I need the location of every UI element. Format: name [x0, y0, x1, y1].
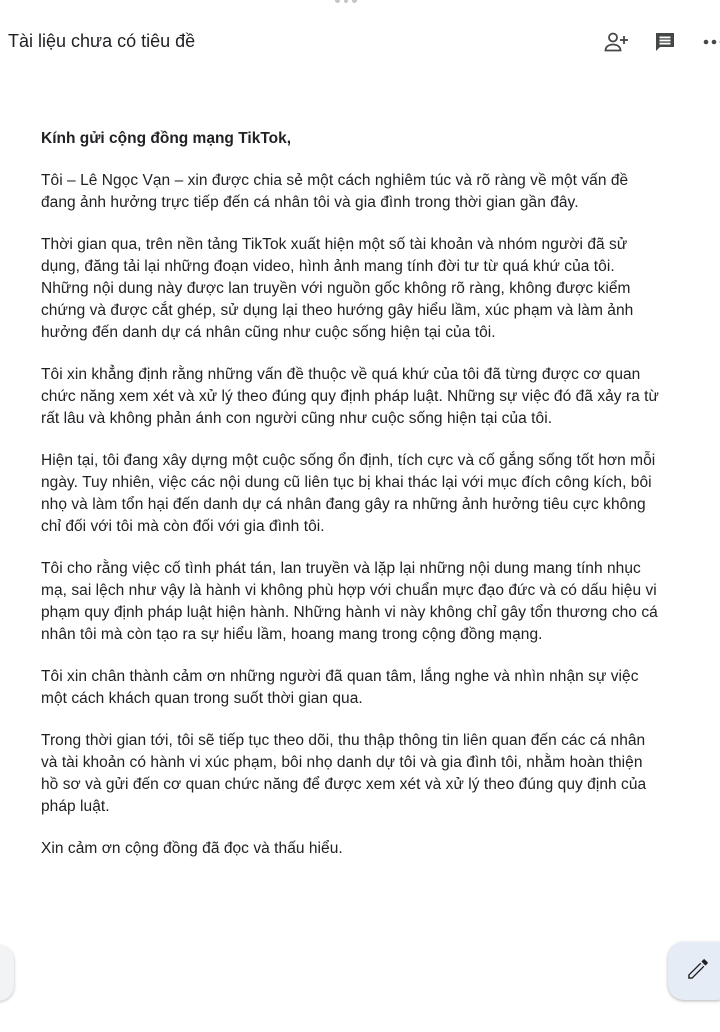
paragraph: Thời gian qua, trên nền tảng TikTok xuất hiện một số tài khoản và nhóm người đã sử dụng, đăng tải lại những đoạn video, hình ảnh mang tính đời tư từ quá khứ của tôi. Những nội dung này được lan truyền với nguồn gốc không rõ ràng, không được kiểm chứng và được cắt ghép, sử dụng lại theo hướng gây hiểu lầm, xúc phạm và làm ảnh hưởng đến danh dự cá nhân cũng như cuộc sống hiện tại của tôi. [41, 236, 634, 341]
edit-pencil-icon [685, 956, 711, 987]
more-options-button[interactable] [700, 28, 720, 56]
document-title[interactable]: Tài liệu chưa có tiêu đề [8, 31, 196, 51]
top-toolbar [0, 22, 720, 62]
edit-button[interactable] [668, 942, 720, 1000]
drag-handle[interactable] [335, 0, 357, 4]
paragraph: Trong thời gian tới, tôi sẽ tiếp tục theo dõi, thu thập thông tin liên quan đến các cá nhân và tài khoản có hành vi xúc phạm, bôi nhọ danh dự tôi và gia đình tôi, nhằm hoàn thiện hồ sơ và gửi đến cơ quan chức năng để được xem xét và xử lý theo đúng quy định của pháp luật. [41, 732, 647, 815]
side-panel-edge[interactable] [0, 945, 14, 1001]
paragraph: Tôi – Lê Ngọc Vạn – xin được chia sẻ một cách nghiêm túc và rõ ràng về một vấn đề đang ảnh hưởng trực tiếp đến cá nhân tôi và gia đình trong thời gian gần đây. [41, 172, 629, 211]
greeting-line: Kính gửi cộng đồng mạng TikTok, [41, 130, 292, 147]
paragraph: Tôi cho rằng việc cố tình phát tán, lan truyền và lặp lại những nội dung mang tính nhục mạ, sai lệch như vậy là hành vi không phù hợp với chuẩn mực đạo đức và có dấu hiệu vi phạm quy định pháp luật hiện hành. Những hành vi này không chỉ gây tổn thương cho cá nhân tôi mà còn tạo ra sự hiểu lầm, hoang mang trong cộng đồng mạng. [41, 560, 658, 643]
comment-button[interactable] [651, 28, 679, 56]
paragraph: Tôi xin khẳng định rằng những vấn đề thuộc về quá khứ của tôi đã từng được cơ quan chức năng xem xét và xử lý theo đúng quy định pháp luật. Những sự việc đó đã xảy ra từ rất lâu và không phản ánh con người cũng như cuộc sống hiện tại của tôi. [41, 366, 659, 427]
document-body[interactable] [41, 128, 661, 880]
comment-icon [654, 31, 676, 53]
add-person-icon [604, 31, 630, 53]
more-vertical-icon [702, 38, 720, 46]
paragraph: Tôi xin chân thành cảm ơn những người đã quan tâm, lắng nghe và nhìn nhận sự việc một cách khách quan trong suốt thời gian qua. [41, 668, 639, 707]
share-button[interactable] [603, 28, 631, 56]
paragraph: Hiện tại, tôi đang xây dựng một cuộc sống ổn định, tích cực và cố gắng sống tốt hơn mỗi ngày. Tuy nhiên, việc các nội dung cũ liên tục bị khai thác lại với mục đích công kích, bôi nhọ và làm tổn hại đến danh dự cá nhân đang gây ra những ảnh hưởng tiêu cực không chỉ đối với tôi mà còn đối với gia đình tôi. [41, 452, 656, 535]
closing-line: Xin cảm ơn cộng đồng đã đọc và thấu hiểu. [41, 840, 343, 857]
